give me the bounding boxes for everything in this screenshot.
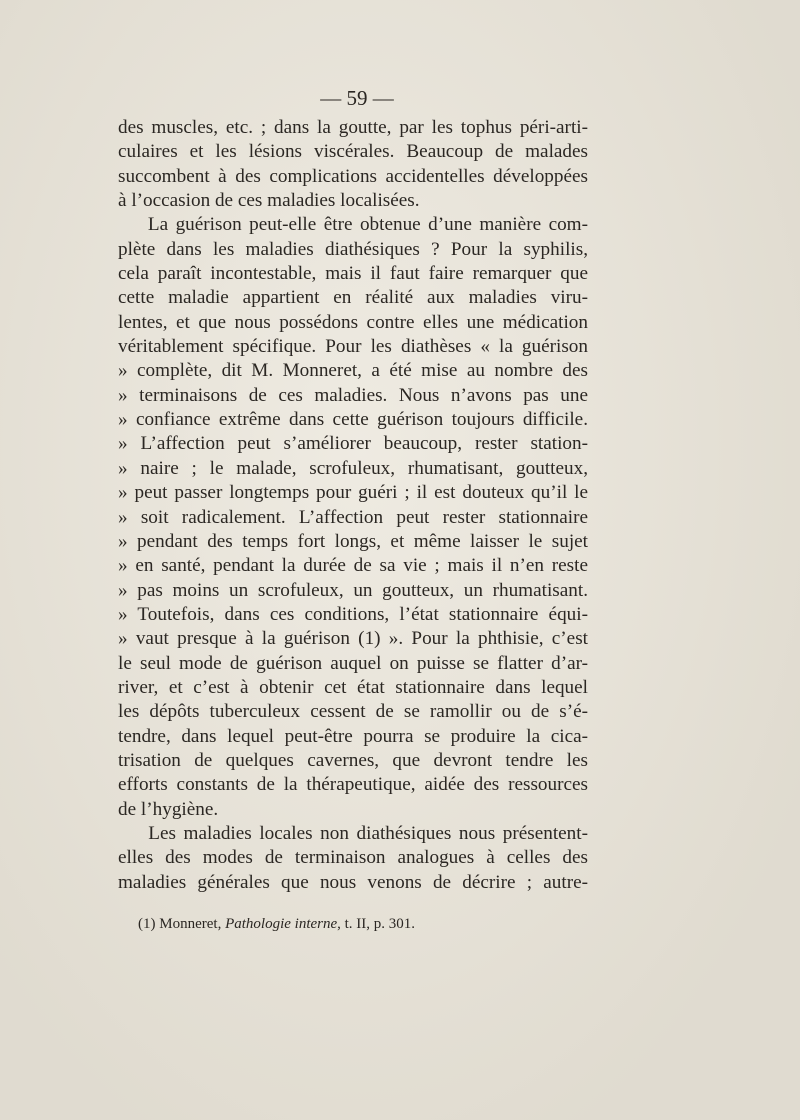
text-line: maladies générales que nous venons de décrire ; autre- [118, 871, 588, 893]
text-line: » soit radicalement. L’affection peut rester stationnaire [118, 506, 588, 528]
text-line: » pendant des temps fort longs, et même laisser le sujet [118, 530, 588, 552]
text-line: » peut passer longtemps pour guéri ; il est douteux qu’il le [118, 482, 588, 504]
text-line: les dépôts tuberculeux cessent de se ramollir ou de s’é- [118, 701, 588, 723]
text-line: » Toutefois, dans ces conditions, l’état stationnaire équi- [118, 603, 588, 625]
text-line: river, et c’est à obtenir cet état stationnaire dans lequel [118, 676, 588, 698]
text-line: des muscles, etc. ; dans la goutte, par les tophus péri-arti- [118, 117, 588, 138]
text-line: le seul mode de guérison auquel on puisse se flatter d’ar- [118, 652, 588, 674]
footnote-marker: (1) [138, 916, 156, 932]
text-line: cela paraît incontestable, mais il faut faire remarquer que [118, 263, 588, 285]
text-line: véritablement spécifique. Pour les diathèses « la guérison [118, 336, 588, 358]
footnote-title: Pathologie interne [225, 916, 338, 932]
text-line: » vaut presque à la guérison (1) ». Pour la phthisie, c’est [118, 628, 588, 650]
footnote-author: Monneret, [159, 916, 222, 932]
text-line: » confiance extrême dans cette guérison toujours difficile. [118, 409, 588, 431]
text-line: » L’affection peut s’améliorer beaucoup, rester station- [118, 433, 588, 455]
text-line: plète dans les maladies diathésiques ? Pour la syphilis, [118, 238, 588, 260]
text-line: » pas moins un scrofuleux, un goutteux, un rhumatisant. [118, 579, 588, 601]
text-line: de l’hygiène. [118, 798, 219, 820]
footnote-rest: , t. II, p. 301. [337, 916, 416, 932]
footnote [138, 914, 588, 934]
text-line: » naire ; le malade, scrofuleux, rhumatisant, goutteux, [118, 457, 588, 479]
text-line: trisation de quelques cavernes, que devront tendre les [118, 749, 588, 771]
text-line: cette maladie appartient en réalité aux maladies viru- [118, 287, 588, 309]
text-line: La guérison peut-elle être obtenue d’une manière com- [118, 214, 588, 236]
text-line: succombent à des complications accidentelles développées [118, 165, 588, 187]
text-line: efforts constants de la thérapeutique, aidée des ressources [118, 774, 588, 796]
text-line: tendre, dans lequel peut-être pourra se produire la cica- [118, 725, 588, 747]
text-line: » terminaisons de ces maladies. Nous n’avons pas une [118, 384, 588, 406]
text-line: » complète, dit M. Monneret, a été mise au nombre des [118, 360, 588, 382]
text-line: lentes, et que nous possédons contre elles une médication [118, 311, 588, 333]
body-text [118, 116, 588, 895]
text-line: à l’occasion de ces maladies localisées. [118, 190, 420, 212]
text-line: elles des modes de terminaison analogues à celles des [118, 847, 588, 869]
text-line: » en santé, pendant la durée de sa vie ; mais il n’en reste [118, 555, 588, 577]
text-line: culaires et les lésions viscérales. Beaucoup de malades [118, 141, 588, 163]
page-number: — 59 — [320, 86, 394, 110]
text-line: Les maladies locales non diathésiques nous présentent- [118, 822, 588, 844]
